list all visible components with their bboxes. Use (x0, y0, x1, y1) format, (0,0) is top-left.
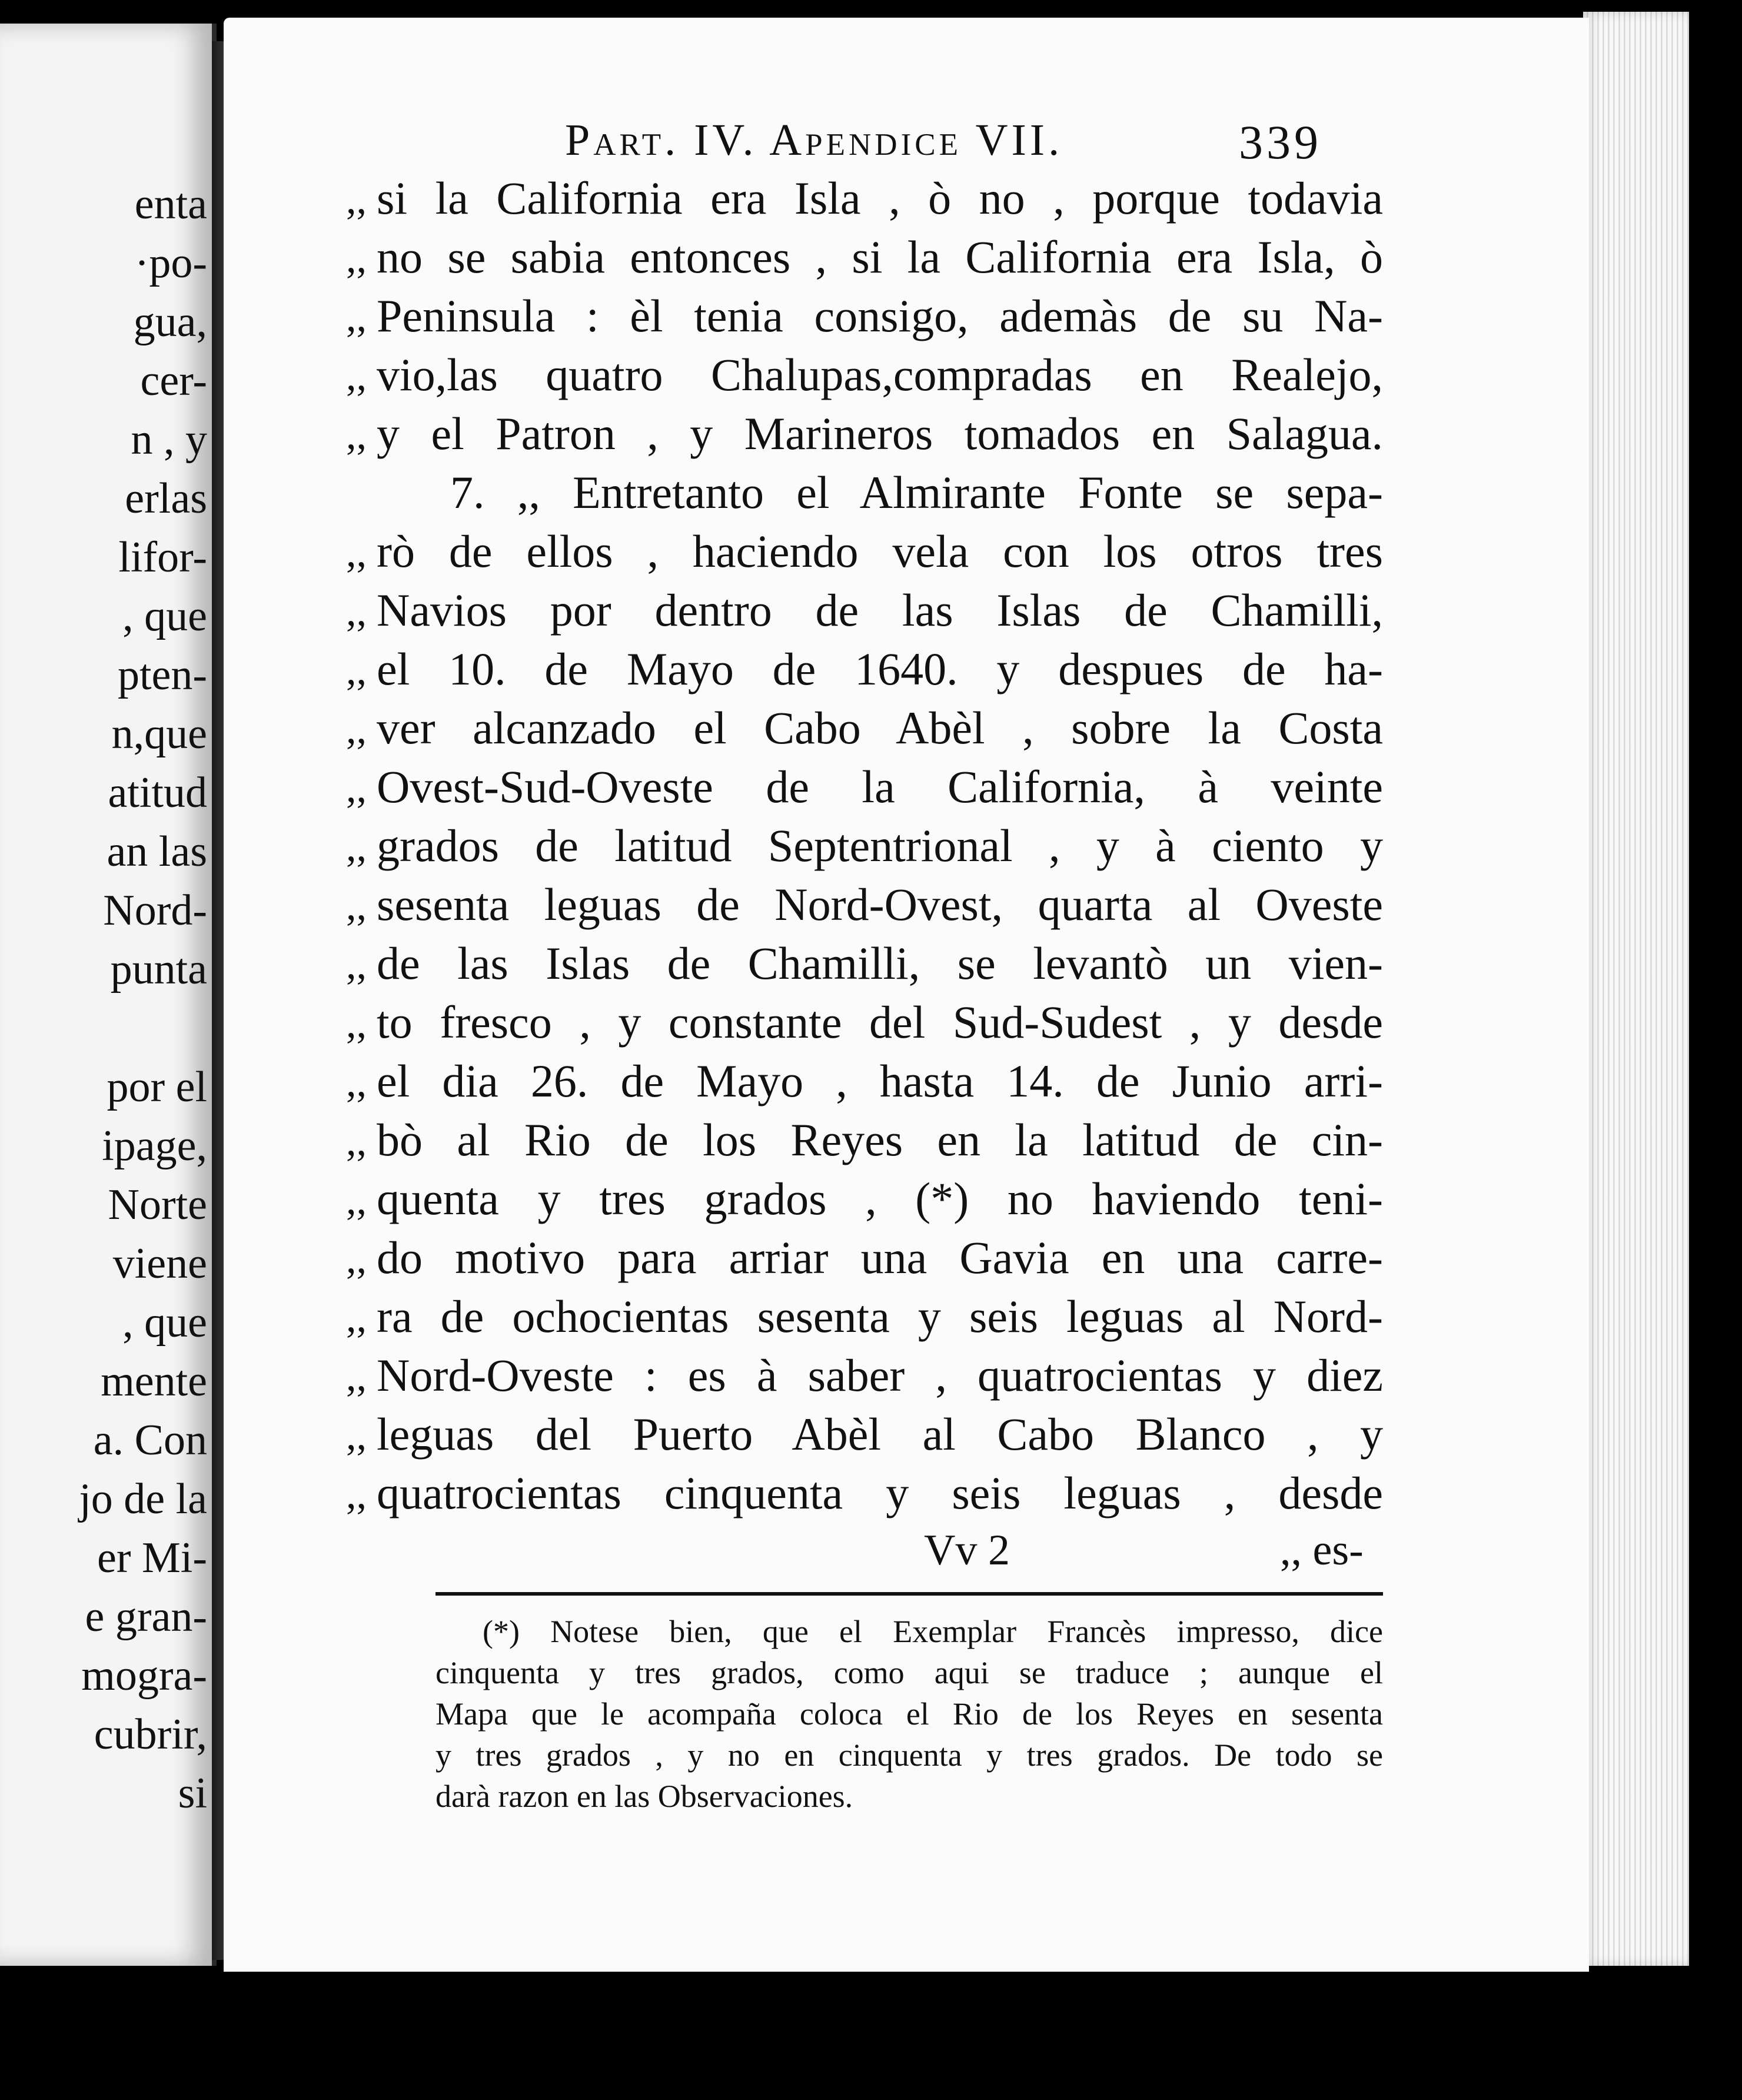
body-line: Navios por dentro de las Islas de Chamilli, (377, 584, 1383, 636)
quote-mark: ,, (346, 413, 367, 458)
footnote-line: (*) Notese bien, que el Exemplar Francès impresso, dice (483, 1614, 1383, 1649)
left-page-line: , que (122, 592, 207, 640)
quote-mark: ,, (346, 707, 367, 752)
left-page-line: ipage, (102, 1122, 207, 1170)
quote-mark: ,, (346, 295, 367, 340)
body-line: no se sabia entonces , si la California era Isla, ò (377, 231, 1383, 283)
body-line: ver alcanzado el Cabo Abèl , sobre la Costa (377, 702, 1383, 753)
left-page-line: Norte (108, 1181, 207, 1229)
body-line: rò de ellos , haciendo vela con los otros tres (377, 526, 1383, 577)
body-line: Ovest-Sud-Oveste de la California, à veinte (377, 761, 1383, 812)
footnote-line: y tres grados , y no en cinquenta y tres grados. De todo se (436, 1737, 1383, 1773)
left-page-line: Nord- (103, 886, 207, 935)
quote-mark: ,, (346, 1472, 367, 1517)
body-line: grados de latitud Septentrional , y à ciento y (377, 820, 1383, 871)
body-line: Peninsula : èl tenia consigo, ademàs de su Na- (377, 290, 1383, 341)
quote-mark: ,, (346, 1060, 367, 1105)
footnote-rule (436, 1592, 1383, 1596)
page-number: 339 (1239, 115, 1322, 169)
left-page-line: n,que (111, 710, 207, 758)
quote-mark: ,, (346, 942, 367, 988)
quote-mark: ,, (346, 1354, 367, 1400)
left-page-line: pten- (117, 651, 207, 699)
body-line: si la California era Isla , ò no , porque todavia (377, 172, 1383, 224)
body-line: bò al Rio de los Reyes en la latitud de cin- (377, 1114, 1383, 1165)
quote-mark: ,, (346, 236, 367, 281)
quote-mark: ,, (346, 1237, 367, 1282)
quote-mark: ,, (346, 589, 367, 634)
footnote-line: cinquenta y tres grados, como aqui se traduce ; aunque el (436, 1655, 1383, 1690)
left-page-line: jo de la (79, 1475, 207, 1523)
body-line: y el Patron , y Marineros tomados en Salagua. (377, 408, 1383, 459)
left-page-line: a. Con (93, 1416, 207, 1464)
page-edges (1583, 12, 1689, 1966)
left-page-line: punta (110, 945, 207, 993)
quote-mark: ,, (346, 1295, 367, 1341)
body-line: Nord-Oveste : es à saber , quatrocientas y diez (377, 1350, 1383, 1401)
catchword: ,, es- (1280, 1526, 1364, 1574)
left-page-line: an las (107, 828, 207, 876)
left-page-line: si (178, 1769, 207, 1817)
quote-mark: ,, (346, 825, 367, 870)
left-page-line: er Mi- (97, 1534, 207, 1582)
body-line: sesenta leguas de Nord-Ovest, quarta al Oveste (377, 879, 1383, 930)
footnote-line: darà razon en las Observaciones. (436, 1779, 853, 1814)
left-page-line: cer- (140, 357, 207, 405)
signature-mark: Vv 2 (924, 1526, 1010, 1574)
left-page-line: mogra- (81, 1652, 207, 1700)
left-page-line: n , y (131, 416, 207, 464)
left-page-line: atitud (108, 769, 207, 817)
left-page-line: enta (134, 180, 207, 228)
body-line: quenta y tres grados , (*) no haviendo teni- (377, 1173, 1383, 1224)
body-line: vio,las quatro Chalupas,compradas en Realejo, (377, 349, 1383, 400)
left-page-line: e gran- (85, 1593, 207, 1641)
quote-mark: ,, (346, 883, 367, 929)
left-page-line: mente (101, 1357, 207, 1405)
left-facing-page (0, 24, 217, 1966)
left-page-line: viene (112, 1240, 207, 1288)
quote-mark: ,, (346, 1413, 367, 1458)
body-line: el 10. de Mayo de 1640. y despues de ha- (377, 643, 1383, 695)
body-line: el dia 26. de Mayo , hasta 14. de Junio arri- (377, 1055, 1383, 1107)
body-line: quatrocientas cinquenta y seis leguas , desde (377, 1467, 1383, 1518)
quote-mark: ,, (346, 766, 367, 811)
quote-mark: ,, (346, 354, 367, 399)
paragraph-start-line: 7. ,, Entretanto el Almirante Fonte se sepa- (450, 467, 1383, 518)
left-page-line: por el (107, 1063, 207, 1111)
left-page-line: gua, (133, 298, 207, 346)
quote-mark: ,, (346, 1178, 367, 1223)
body-line: leguas del Puerto Abèl al Cabo Blanco , y (377, 1408, 1383, 1460)
quote-mark: ,, (346, 177, 367, 222)
body-line: de las Islas de Chamilli, se levantò un vien- (377, 938, 1383, 989)
quote-mark: ,, (346, 648, 367, 693)
left-page-line: cubrir, (94, 1710, 207, 1759)
left-page-line: lifor- (118, 533, 207, 582)
quote-mark: ,, (346, 530, 367, 576)
left-page-line: ·po- (134, 239, 207, 287)
quote-mark: ,, (346, 1001, 367, 1046)
quote-mark: ,, (346, 1119, 367, 1164)
left-page-line: , que (122, 1298, 207, 1347)
footnote-line: Mapa que le acompaña coloca el Rio de los Reyes en sesenta (436, 1696, 1383, 1732)
body-line: to fresco , y constante del Sud-Sudest , y desde (377, 996, 1383, 1048)
left-page-line: erlas (125, 474, 207, 523)
body-line: do motivo para arriar una Gavia en una carre- (377, 1232, 1383, 1283)
running-head: Part. IV. Apendice VII. (565, 115, 1063, 165)
body-line: ra de ochocientas sesenta y seis leguas al Nord- (377, 1291, 1383, 1342)
